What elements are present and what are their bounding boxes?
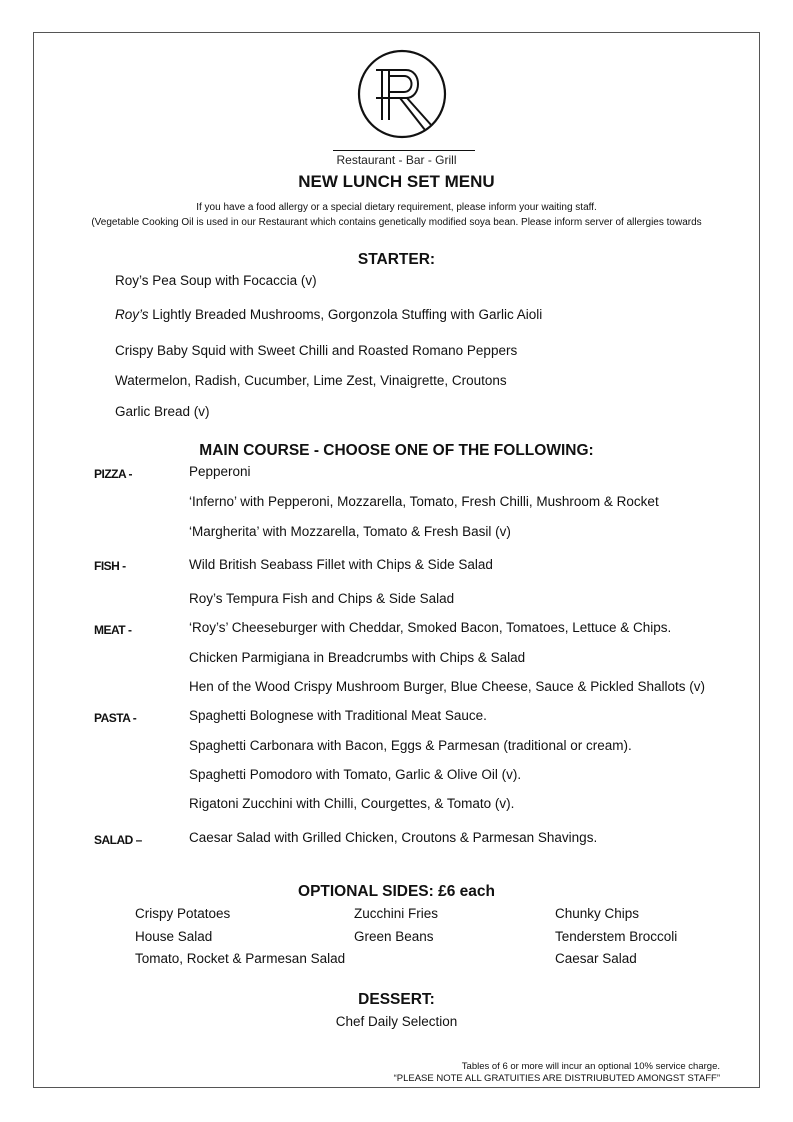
main-item: Roy’s Tempura Fish and Chips & Side Salad bbox=[189, 591, 455, 606]
oil-notice: (Vegetable Cooking Oil is used in our Restaurant which contains genetically modified soya bean. Please inform server of allergies towards bbox=[91, 217, 702, 228]
main-item: Chicken Parmigiana in Breadcrumbs with Chips & Salad bbox=[189, 650, 526, 665]
category-pizza: PIZZA - bbox=[94, 467, 133, 481]
side-item: Caesar Salad bbox=[555, 951, 637, 966]
main-item: ‘Inferno’ with Pepperoni, Mozzarella, Tomato, Fresh Chilli, Mushroom & Rocket bbox=[189, 494, 659, 509]
service-charge-note: Tables of 6 or more will incur an optional 10% service charge. bbox=[461, 1061, 720, 1072]
starter-item: Roy’s Lightly Breaded Mushrooms, Gorgonzola Stuffing with Garlic Aioli bbox=[115, 307, 543, 322]
side-item: Zucchini Fries bbox=[354, 906, 439, 921]
main-item: Pepperoni bbox=[189, 464, 251, 479]
starter-item: Garlic Bread (v) bbox=[115, 404, 210, 419]
allergy-notice: If you have a food allergy or a special dietary requirement, please inform your waiting staff. bbox=[196, 202, 597, 213]
main-item: Spaghetti Pomodoro with Tomato, Garlic & Olive Oil (v). bbox=[189, 767, 522, 782]
main-course-heading: MAIN COURSE - CHOOSE ONE OF THE FOLLOWING: bbox=[199, 442, 594, 459]
main-item: ‘Margherita’ with Mozzarella, Tomato & Fresh Basil (v) bbox=[189, 524, 511, 539]
dessert-text: Chef Daily Selection bbox=[335, 1014, 458, 1029]
category-salad: SALAD – bbox=[94, 833, 142, 847]
main-item: Wild British Seabass Fillet with Chips & Side Salad bbox=[189, 557, 493, 572]
category-meat: MEAT - bbox=[94, 623, 132, 637]
tagline: Restaurant - Bar - Grill bbox=[336, 153, 457, 167]
starter-item: Watermelon, Radish, Cucumber, Lime Zest, Vinaigrette, Croutons bbox=[115, 373, 507, 388]
side-item: Chunky Chips bbox=[555, 906, 640, 921]
main-item: Spaghetti Bolognese with Traditional Meat Sauce. bbox=[189, 708, 487, 723]
logo-divider bbox=[333, 150, 475, 151]
side-item: Tenderstem Broccoli bbox=[555, 929, 678, 944]
sides-heading: OPTIONAL SIDES: £6 each bbox=[298, 883, 495, 900]
category-fish: FISH - bbox=[94, 559, 126, 573]
main-item: Hen of the Wood Crispy Mushroom Burger, Blue Cheese, Sauce & Pickled Shallots (v) bbox=[189, 679, 705, 694]
main-item: Spaghetti Carbonara with Bacon, Eggs & Parmesan (traditional or cream). bbox=[189, 738, 632, 753]
main-item: ‘Roy’s’ Cheeseburger with Cheddar, Smoked Bacon, Tomatoes, Lettuce & Chips. bbox=[189, 620, 672, 635]
starter-item: Crispy Baby Squid with Sweet Chilli and Roasted Romano Peppers bbox=[115, 343, 518, 358]
category-pasta: PASTA - bbox=[94, 711, 137, 725]
side-item: Crispy Potatoes bbox=[135, 906, 231, 921]
side-item: Tomato, Rocket & Parmesan Salad bbox=[135, 951, 346, 966]
gratuities-note: “PLEASE NOTE ALL GRATUITIES ARE DISTRIUBUTED AMONGST STAFF” bbox=[393, 1073, 720, 1084]
starter-item-prefix: Roy’s bbox=[115, 307, 149, 322]
side-item: Green Beans bbox=[354, 929, 434, 944]
page-title: NEW LUNCH SET MENU bbox=[298, 172, 495, 191]
starter-heading: STARTER: bbox=[357, 251, 436, 268]
main-item: Rigatoni Zucchini with Chilli, Courgettes, & Tomato (v). bbox=[189, 796, 515, 811]
starter-item: Roy’s Pea Soup with Focaccia (v) bbox=[115, 273, 317, 288]
restaurant-logo-icon bbox=[356, 48, 448, 148]
main-item: Caesar Salad with Grilled Chicken, Croutons & Parmesan Shavings. bbox=[189, 830, 598, 845]
side-item: House Salad bbox=[135, 929, 213, 944]
dessert-heading: DESSERT: bbox=[358, 991, 435, 1008]
